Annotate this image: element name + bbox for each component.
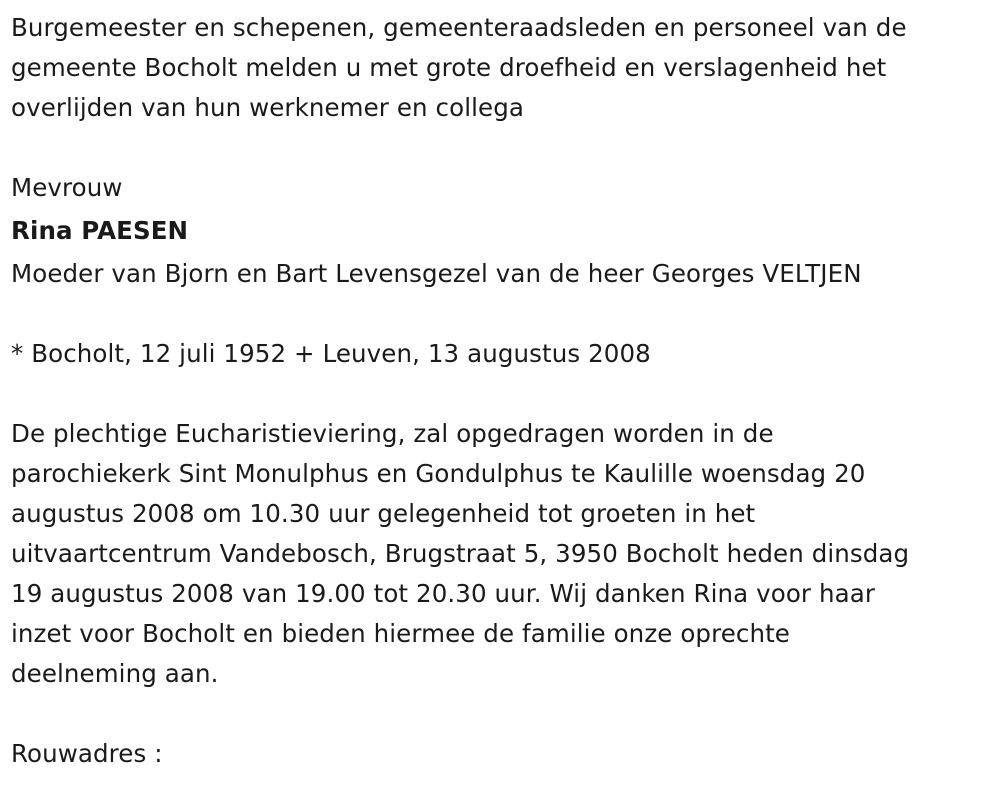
spacer (11, 374, 991, 414)
ceremony-line-1: De plechtige Eucharistieviering, zal opgedragen worden in de (11, 419, 774, 448)
ceremony-line-3: augustus 2008 om 10.30 uur gelegenheid tot groeten in het (11, 499, 756, 528)
mourning-address-label: Rouwadres : (11, 739, 163, 768)
spacer (11, 294, 991, 334)
intro-line-2: gemeente Bocholt melden u met grote droefheid en verslagenheid het (11, 53, 887, 82)
deceased-name: Rina PAESEN (11, 216, 189, 245)
ceremony-line-2: parochiekerk Sint Monulphus en Gondulphus te Kaulille woensdag 20 (11, 459, 866, 488)
obituary-document (11, 8, 991, 774)
ceremony-line-6: inzet voor Bocholt en bieden hiermee de familie onze oprechte (11, 619, 790, 648)
spacer (11, 694, 991, 734)
birth-death-dates: * Bocholt, 12 juli 1952 + Leuven, 13 augustus 2008 (11, 339, 651, 368)
spacer (11, 128, 991, 168)
salutation: Mevrouw (11, 173, 123, 202)
ceremony-line-4: uitvaartcentrum Vandebosch, Brugstraat 5, 3950 Bocholt heden dinsdag (11, 539, 910, 568)
intro-line-1: Burgemeester en schepenen, gemeenteraadsleden en personeel van de (11, 13, 907, 42)
intro-line-3: overlijden van hun werknemer en collega (11, 93, 524, 122)
relations-text: Moeder van Bjorn en Bart Levensgezel van de heer Georges VELTJEN (11, 259, 862, 288)
ceremony-line-5: 19 augustus 2008 van 19.00 tot 20.30 uur. Wij danken Rina voor haar (11, 579, 876, 608)
ceremony-line-7: deelneming aan. (11, 659, 219, 688)
